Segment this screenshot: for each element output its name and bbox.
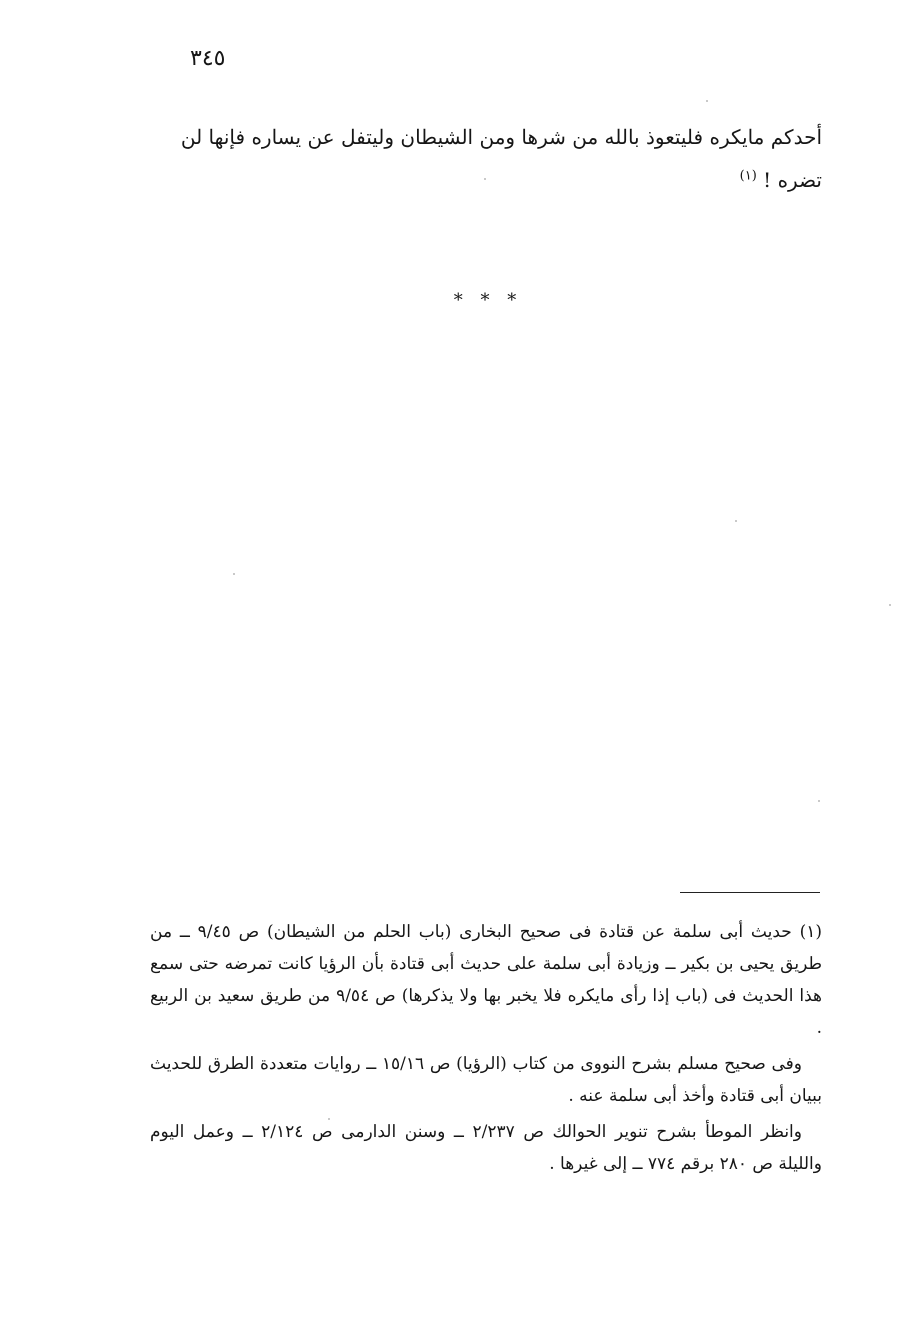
footnote-reference: (١) bbox=[739, 168, 757, 184]
scan-speck bbox=[735, 520, 737, 522]
footnote-1-continuation-muslim: وفى صحيح مسلم بشرح النووى من كتاب (الرؤيا) ص ١٥/١٦ ــ روايات متعددة الطرق للحديث ببيان أبى قتادة وأخذ أبى سلمة عنه . bbox=[150, 1054, 822, 1106]
scan-speck bbox=[484, 178, 486, 180]
page-number: ٣٤٥ bbox=[190, 46, 226, 71]
scan-speck bbox=[706, 100, 708, 102]
footnote-divider bbox=[680, 892, 820, 893]
body-paragraph bbox=[150, 116, 822, 202]
scan-speck bbox=[889, 604, 891, 606]
body-text: أحدكم مايكره فليتعوذ بالله من شرها ومن الشيطان وليتفل عن يساره فإنها لن تضره ! bbox=[180, 125, 822, 192]
footnotes bbox=[150, 916, 822, 1180]
scan-speck bbox=[328, 1118, 330, 1120]
scan-speck bbox=[233, 573, 235, 575]
footnote-1-continuation-muwatta: وانظر الموطأ بشرح تنوير الحوالك ص ٢/٢٣٧ ــ وسنن الدارمى ص ٢/١٢٤ ــ وعمل اليوم والليلة ص ٢٨٠ برقم ٧٧٤ ــ إلى غيرها . bbox=[150, 1122, 822, 1174]
section-separator: * * * bbox=[453, 290, 523, 311]
footnote-1: (١) حديث أبى سلمة عن قتادة فى صحيح البخارى (باب الحلم من الشيطان) ص ٩/٤٥ ــ من طريق يحيى بن بكير ــ وزيادة أبى سلمة على حديث أبى قتادة بأن الرؤيا كانت تمرضه حتى سمع هذا الحديث فى (باب إذا رأى مايكره فلا يخبر بها ولا يذكرها) ص ٩/٥٤ من طريق سعيد بن الربيع . bbox=[150, 922, 822, 1038]
scan-speck bbox=[818, 800, 820, 802]
